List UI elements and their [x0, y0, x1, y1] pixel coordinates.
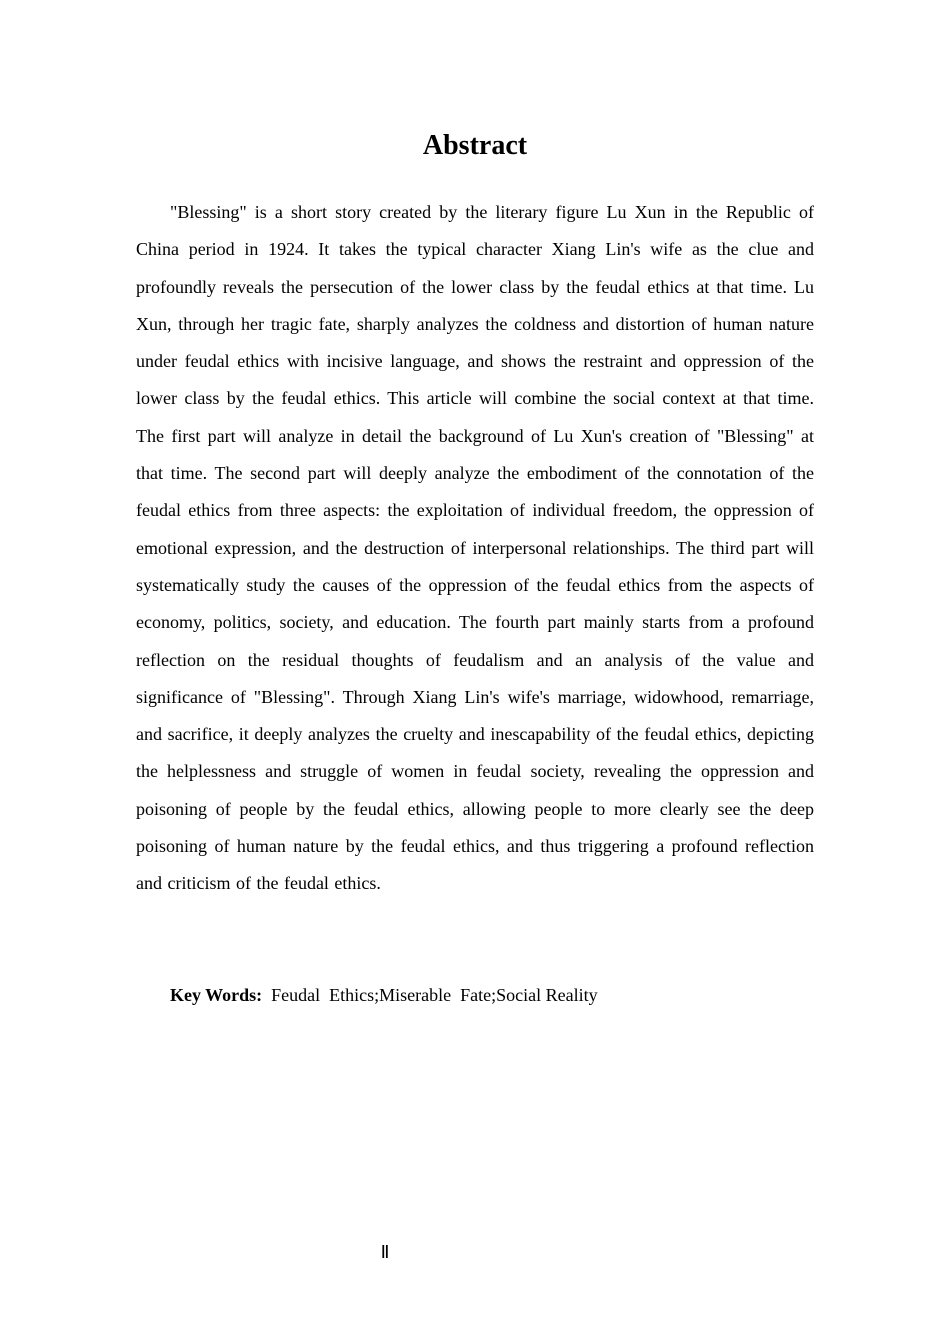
abstract-title: Abstract	[422, 130, 528, 161]
keywords-label: Key Words:	[170, 985, 263, 1005]
keywords-line	[170, 977, 814, 1014]
page-number: Ⅱ	[380, 1242, 390, 1262]
abstract-body: "Blessing" is a short story created by the literary figure Lu Xun in the Republic of China period in 1924. It takes the typical character Xiang Lin's wife as the clue and profoundly reveals the persecution of the lower class by the feudal ethics at that time. Lu Xun, through her tragic fate, sharply analyzes the coldness and distortion of human nature under feudal ethics with incisive language, and shows the restraint and oppression of the lower class by the feudal ethics. This article will combine the social context at that time. The first part will analyze in detail the background of Lu Xun's creation of "Blessing" at that time. The second part will deeply analyze the embodiment of the connotation of the feudal ethics from three aspects: the exploitation of individual freedom, the oppression of emotional expression, and the destruction of interpersonal relationships. The third part will systematically study the causes of the oppression of the feudal ethics from the aspects of economy, politics, society, and education. The fourth part mainly starts from a profound reflection on the residual thoughts of feudalism and an analysis of the value and significance of "Blessing". Through Xiang Lin's wife's marriage, widowhood, remarriage, and sacrifice, it deeply analyzes the cruelty and inescapability of the feudal ethics, depicting the helplessness and struggle of women in feudal society, revealing the oppression and poisoning of people by the feudal ethics, allowing people to more clearly see the deep poisoning of human nature by the feudal ethics, and thus triggering a profound reflection and criticism of the feudal ethics.	[136, 202, 814, 894]
keywords-text: Feudal Ethics;Miserable Fate;Social Reality	[271, 985, 598, 1005]
